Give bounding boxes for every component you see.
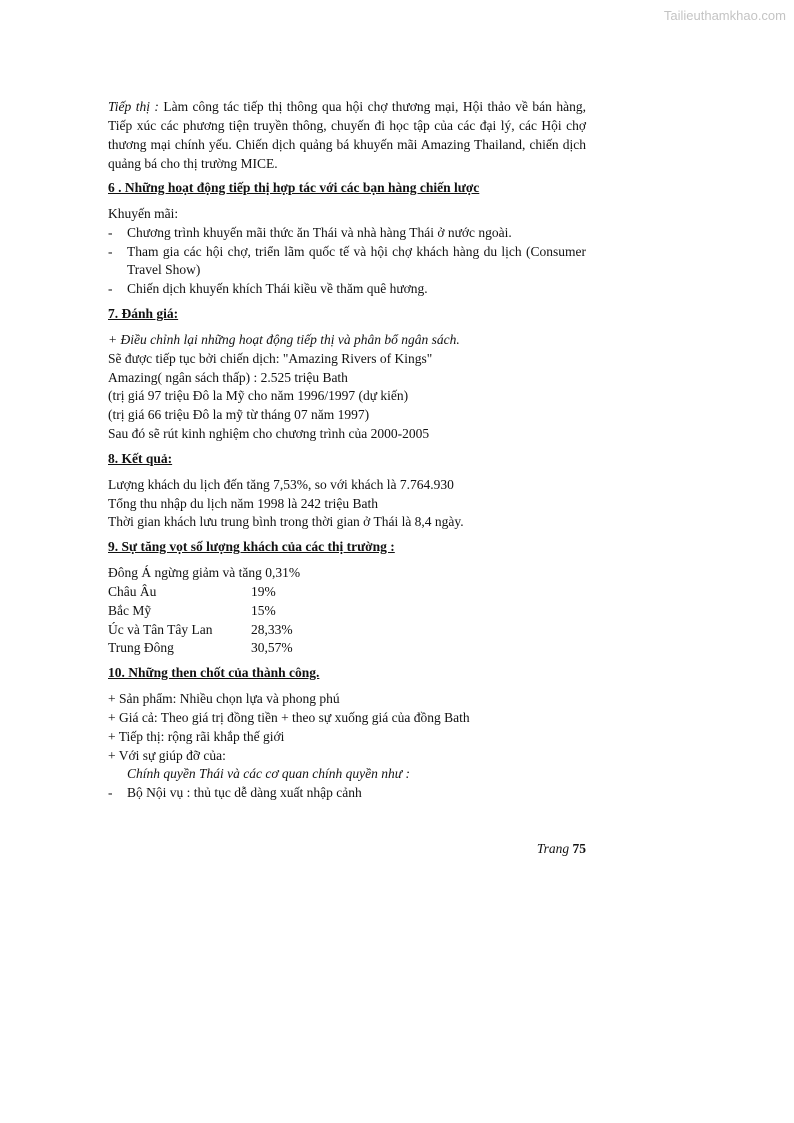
list-item-text: Chiến dịch khuyến khích Thái kiều về thăm quê hương. bbox=[127, 281, 428, 297]
market-name: Châu Âu bbox=[108, 583, 157, 599]
list-item-text: Chương trình khuyến mãi thức ăn Thái và nhà hàng Thái ở nước ngoài. bbox=[127, 224, 512, 240]
section-7-italic-line: + Điều chỉnh lại những hoạt động tiếp thị và phân bổ ngân sách. bbox=[108, 331, 460, 347]
list-item: - Tham gia các hội chợ, triển lãm quốc tế và hội chợ khách hàng du lịch (Consumer Travel Show) bbox=[108, 243, 586, 281]
section-9-heading: 9. Sự tăng vọt số lượng khách của các thị trường : bbox=[108, 539, 395, 555]
intro-paragraph bbox=[108, 97, 586, 173]
list-item-text: Bộ Nội vụ : thủ tục dễ dàng xuất nhập cảnh bbox=[127, 785, 362, 801]
market-value: 15% bbox=[251, 602, 276, 618]
section-10-line: + Với sự giúp đỡ của: bbox=[108, 747, 226, 763]
document-page bbox=[108, 97, 586, 803]
intro-text: Làm công tác tiếp thị thông qua hội chợ thương mại, Hội thảo về bán hàng, Tiếp xúc các phương tiện truyền thông, chuyến đi học tập của các đại lý, các Hội chợ thương mại chính yếu. Chiến dịch quảng bá khuyến mãi Amazing Thailand, chiến dịch quảng bá cho thị trường MICE. bbox=[108, 99, 586, 171]
watermark-text: Tailieuthamkhao.com bbox=[663, 8, 786, 23]
market-row bbox=[108, 621, 586, 640]
section-10-line: + Tiếp thị: rộng rãi khắp thế giới bbox=[108, 728, 285, 744]
market-name: Úc và Tân Tây Lan bbox=[108, 621, 213, 637]
section-8-line: Lượng khách du lịch đến tăng 7,53%, so với khách là 7.764.930 bbox=[108, 476, 454, 492]
market-name: Bắc Mỹ bbox=[108, 602, 152, 618]
market-value: 19% bbox=[251, 583, 276, 599]
section-8-heading: 8. Kết quả: bbox=[108, 450, 173, 466]
market-row bbox=[108, 583, 586, 602]
section-9-lead: Đông Á ngừng giảm và tăng 0,31% bbox=[108, 565, 301, 581]
section-7-line: (trị giá 97 triệu Đô la Mỹ cho năm 1996/1997 (dự kiến) bbox=[108, 388, 409, 404]
market-row bbox=[108, 602, 586, 621]
section-8-line: Thời gian khách lưu trung bình trong thời gian ở Thái là 8,4 ngày. bbox=[108, 514, 464, 530]
section-7-line: Sẽ được tiếp tục bởi chiến dịch: "Amazing Rivers of Kings" bbox=[108, 350, 433, 366]
section-10-heading: 10. Những then chốt của thành công. bbox=[108, 665, 320, 681]
page-footer bbox=[537, 841, 586, 857]
section-7-line: Amazing( ngân sách thấp) : 2.525 triệu Bath bbox=[108, 369, 348, 385]
page-label: Trang bbox=[536, 841, 570, 856]
intro-label: Tiếp thị : bbox=[108, 99, 159, 114]
section-7-line: Sau đó sẽ rút kinh nghiệm cho chương trình của 2000-2005 bbox=[108, 425, 430, 441]
section-7-heading: 7. Đánh giá: bbox=[108, 305, 179, 321]
section-7-line: (trị giá 66 triệu Đô la mỹ từ tháng 07 năm 1997) bbox=[108, 407, 370, 423]
list-item: - Chiến dịch khuyến khích Thái kiều về thăm quê hương. bbox=[108, 280, 586, 299]
section-10-line: + Giá cả: Theo giá trị đồng tiền + theo sự xuống giá của đồng Bath bbox=[108, 709, 470, 725]
market-value: 28,33% bbox=[251, 621, 293, 637]
section-6-lead: Khuyến mãi: bbox=[108, 206, 179, 221]
market-name: Trung Đông bbox=[108, 640, 174, 656]
list-item-text: Tham gia các hội chợ, triển lãm quốc tế và hội chợ khách hàng du lịch (Consumer Travel Show) bbox=[127, 243, 586, 278]
page-number: 75 bbox=[572, 841, 586, 856]
list-item: - Bộ Nội vụ : thủ tục dễ dàng xuất nhập cảnh bbox=[108, 784, 586, 803]
market-row bbox=[108, 639, 586, 658]
section-6-heading: 6 . Những hoạt động tiếp thị hợp tác với các bạn hàng chiến lược bbox=[108, 180, 480, 195]
section-8-line: Tổng thu nhập du lịch năm 1998 là 242 triệu Bath bbox=[108, 495, 378, 511]
list-item: - Chương trình khuyến mãi thức ăn Thái và nhà hàng Thái ở nước ngoài. bbox=[108, 224, 586, 243]
section-10-line: + Sản phẩm: Nhiều chọn lựa và phong phú bbox=[108, 691, 340, 707]
section-10-italic-indent: Chính quyền Thái và các cơ quan chính quyền như : bbox=[127, 766, 411, 782]
market-value: 30,57% bbox=[251, 640, 293, 656]
